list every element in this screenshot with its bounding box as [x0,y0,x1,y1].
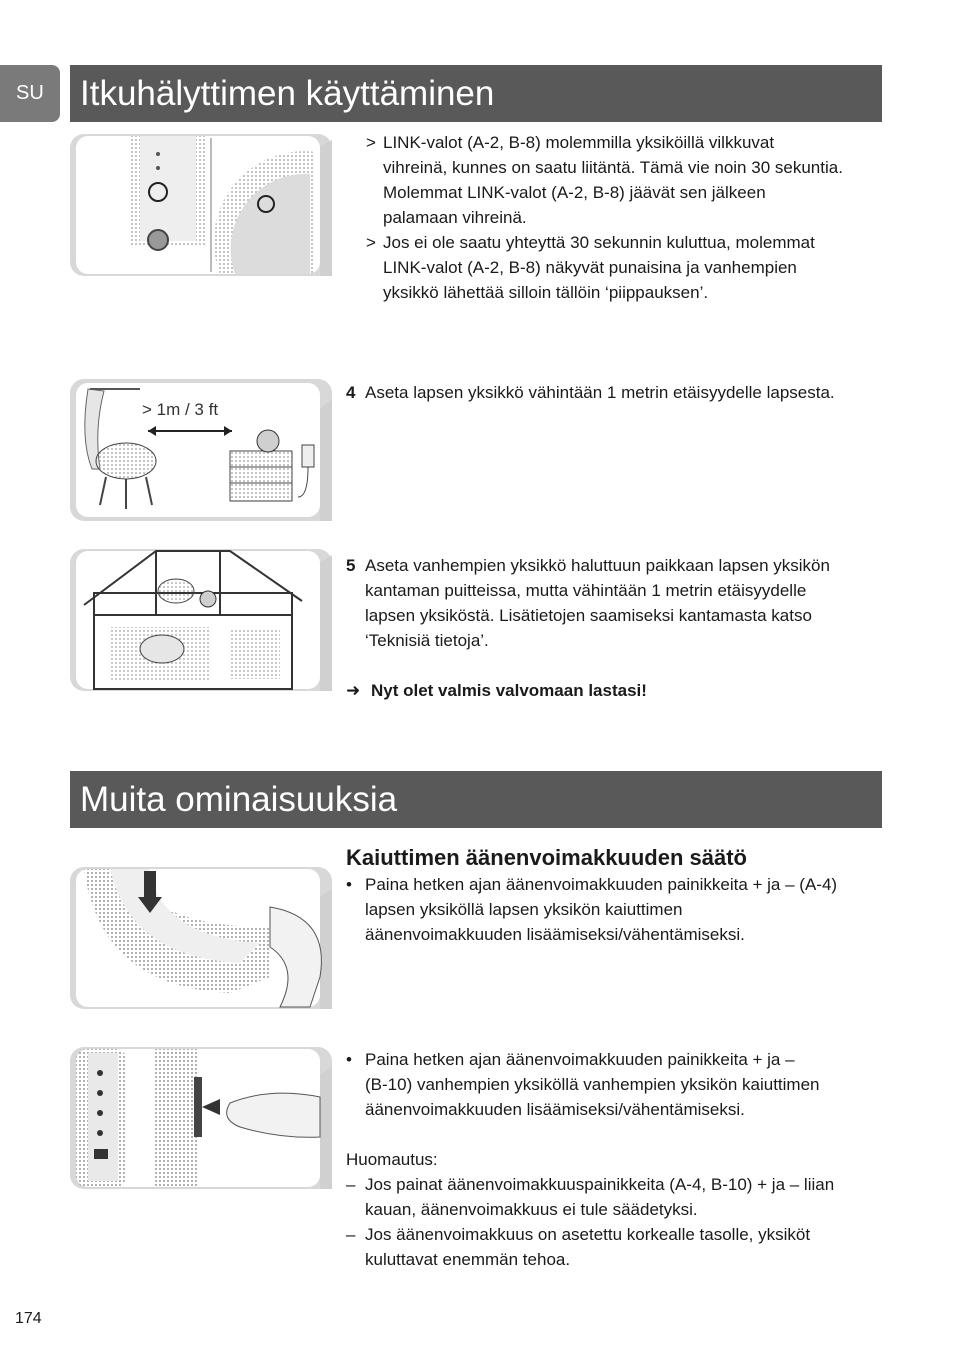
note-item-1: – Jos painat äänenvoimakkuuspainikkeita (A-4, B-10) + ja – liian kauan, äänenvoimakkuus ei tule säädetyksi. [346,1175,835,1219]
section-title-itkuhalyttimen: Itkuhälyttimen käyttäminen [70,65,882,122]
note-item-2: – Jos äänenvoimakkuus on asetettu korkealle tasolle, yksiköt kuluttavat enemmän tehoa. [346,1225,811,1269]
house-illustration [70,549,332,691]
arrow-right-icon: ➜ [346,681,361,700]
step-4: 4 Aseta lapsen yksikkö vähintään 1 metrin etäisyydelle lapsesta. [346,383,835,402]
step-5: 5 Aseta vanhempien yksikkö haluttuun paikkaan lapsen yksikön kantaman puitteissa, mutta vähintään 1 metrin etäisyydelle lapsen yksiköstä. Lisätietojen saamiseksi kantamasta katso ‘Teknisiä tietoja’. [346,556,830,650]
link-lights-text [346,130,886,305]
distance-illustration [70,379,332,521]
volume-subheading: Kaiuttimen äänenvoimakkuuden säätö [346,845,747,870]
parent-unit-volume-illustration [70,1047,332,1189]
link-item-2: > Jos ei ole saatu yhteyttä 30 sekunnin kuluttua, molemmat LINK-valot (A-2, B-8) näkyvät punaisina ja vanhempien yksikkö lähettää silloin tällöin ‘piippauksen’. [366,233,815,302]
distance-label: > 1m / 3 ft [142,400,219,419]
bullet-baby-unit-volume: • Paina hetken ajan äänenvoimakkuuden painikkeita + ja – (A-4) lapsen yksiköllä lapsen yksikön kaiuttimen äänenvoimakkuuden lisäämiseksi/vähentämiseksi. [346,875,838,944]
bullet-parent-unit-volume: • Paina hetken ajan äänenvoimakkuuden painikkeita + ja – (B-10) vanhempien yksiköllä vanhempien yksikön kaiuttimen äänenvoimakkuuden lisäämiseksi/vähentämiseksi. [346,1050,820,1119]
link-item-1: > LINK-valot (A-2, B-8) molemmilla yksiköillä vilkkuvat vihreinä, kunnes on saatu liitäntä. Tämä vie noin 30 sekuntia. Molemmat LINK-valot (A-2, B-8) jäävät sen jälkeen palamaan vihreinä. [366,133,843,227]
note-title: Huomautus: [346,1150,438,1169]
note-block [346,1147,886,1272]
result-line: ➜ Nyt olet valmis valvomaan lastasi! [346,678,886,703]
language-tab: SU [0,65,60,122]
section-title-muita: Muita ominaisuuksia [70,771,882,828]
link-lights-illustration [70,134,332,276]
baby-unit-volume-illustration [70,867,332,1009]
page-number: 174 [15,1310,42,1327]
